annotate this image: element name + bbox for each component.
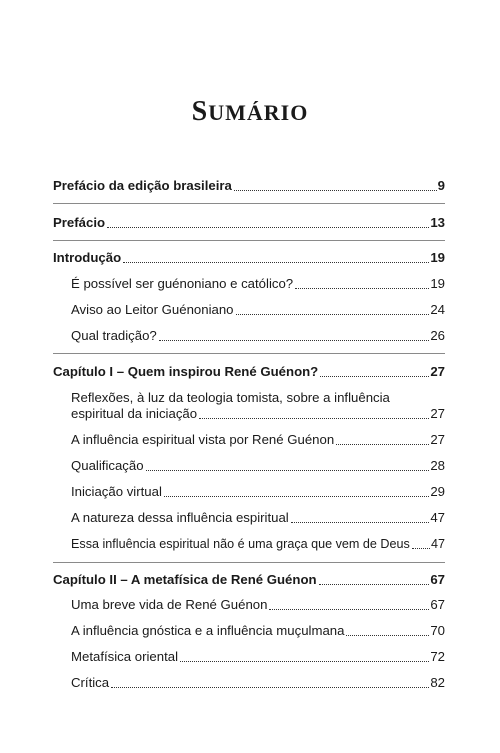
dot-leader xyxy=(412,545,430,549)
toc-entry-label: Iniciação virtual xyxy=(71,484,162,499)
divider xyxy=(53,240,445,241)
toc-entry-line2 xyxy=(71,406,445,422)
toc-subentry[interactable] xyxy=(71,623,445,639)
toc-subentry[interactable] xyxy=(71,389,445,422)
dot-leader xyxy=(111,684,429,688)
toc-entry-page: 29 xyxy=(430,484,445,499)
toc-entry[interactable] xyxy=(53,250,445,266)
toc-entry-label: Uma breve vida de René Guénon xyxy=(71,597,268,612)
toc-entry-label-line1: Reflexões, à luz da teologia tomista, sobre a influência xyxy=(71,390,390,405)
toc-entry[interactable] xyxy=(53,215,445,231)
toc-entry-page: 82 xyxy=(430,675,445,690)
toc-entry-label: Aviso ao Leitor Guénoniano xyxy=(71,302,234,317)
dot-leader xyxy=(234,187,437,191)
toc-entry-label: Prefácio da edição brasileira xyxy=(53,178,232,193)
toc-entry-page: 28 xyxy=(430,458,445,473)
toc-subentry[interactable] xyxy=(71,649,445,665)
dot-leader xyxy=(269,606,429,610)
toc-subentry[interactable] xyxy=(71,276,445,292)
toc-entry-page: 19 xyxy=(430,250,445,265)
toc-entry-label: Qualificação xyxy=(71,458,144,473)
toc-entry-page: 47 xyxy=(430,537,445,551)
dot-leader xyxy=(295,285,429,289)
toc-entry-label: Capítulo II – A metafísica de René Guénon xyxy=(53,572,317,587)
toc-entry-page: 47 xyxy=(430,510,445,525)
toc-entry-page: 19 xyxy=(430,276,445,291)
title-rest: UMÁRIO xyxy=(208,100,309,125)
toc-entry-page: 13 xyxy=(430,215,445,230)
toc-subentry[interactable] xyxy=(71,597,445,613)
dot-leader xyxy=(346,632,429,636)
toc-entry-page: 70 xyxy=(430,623,445,638)
toc-subentry[interactable] xyxy=(71,328,445,344)
toc-entry-page: 27 xyxy=(430,364,445,379)
toc-entry-label: Qual tradição? xyxy=(71,328,157,343)
toc-entry[interactable] xyxy=(53,572,445,588)
toc-entry-label: espiritual da iniciação xyxy=(71,406,198,421)
toc-entry-label: Essa influência espiritual não é uma graça que vem de Deus xyxy=(71,537,410,551)
toc-entry-label: Prefácio xyxy=(53,215,106,230)
dot-leader xyxy=(336,441,429,445)
toc-entry-page: 67 xyxy=(430,597,445,612)
toc-entry-label: Crítica xyxy=(71,675,110,690)
toc-entry-page: 26 xyxy=(430,328,445,343)
toc-subentry[interactable] xyxy=(71,510,445,526)
dot-leader xyxy=(199,415,429,419)
dot-leader xyxy=(319,581,430,585)
toc-entry-page: 67 xyxy=(430,572,445,587)
dot-leader xyxy=(146,467,430,471)
toc-entry-page: 27 xyxy=(430,406,445,421)
dot-leader xyxy=(236,311,430,315)
toc-entry-label: A influência espiritual vista por René Guénon xyxy=(71,432,335,447)
toc-subentry[interactable] xyxy=(71,432,445,448)
dot-leader xyxy=(291,519,430,523)
divider xyxy=(53,203,445,204)
toc-entry-page: 72 xyxy=(430,649,445,664)
toc-entry-page: 27 xyxy=(430,432,445,447)
divider xyxy=(53,562,445,563)
dot-leader xyxy=(107,224,429,228)
dot-leader xyxy=(123,259,429,263)
toc-subentry[interactable] xyxy=(71,484,445,500)
toc-subentry[interactable] xyxy=(71,675,445,691)
toc-subentry[interactable] xyxy=(71,302,445,318)
toc-entry-label: Introdução xyxy=(53,250,122,265)
toc-entry[interactable] xyxy=(53,364,445,380)
dot-leader xyxy=(159,337,430,341)
toc-entry-label: A influência gnóstica e a influência muçulmana xyxy=(71,623,345,638)
toc-entry-label: Capítulo I – Quem inspirou René Guénon? xyxy=(53,364,319,379)
toc-entry-label: Metafísica oriental xyxy=(71,649,179,664)
dot-leader xyxy=(164,493,429,497)
toc-entry-page: 9 xyxy=(437,178,445,193)
dot-leader xyxy=(320,373,429,377)
toc-entry[interactable] xyxy=(53,178,445,194)
dot-leader xyxy=(180,658,429,662)
title-first-letter: S xyxy=(191,96,209,127)
toc-entry-label: É possível ser guénoniano e católico? xyxy=(71,276,294,291)
toc-entry-label: A natureza dessa influência espiritual xyxy=(71,510,289,525)
divider xyxy=(53,353,445,354)
toc-subentry[interactable] xyxy=(71,458,445,474)
toc-entry-page: 24 xyxy=(430,302,445,317)
toc-subentry[interactable] xyxy=(71,536,445,552)
